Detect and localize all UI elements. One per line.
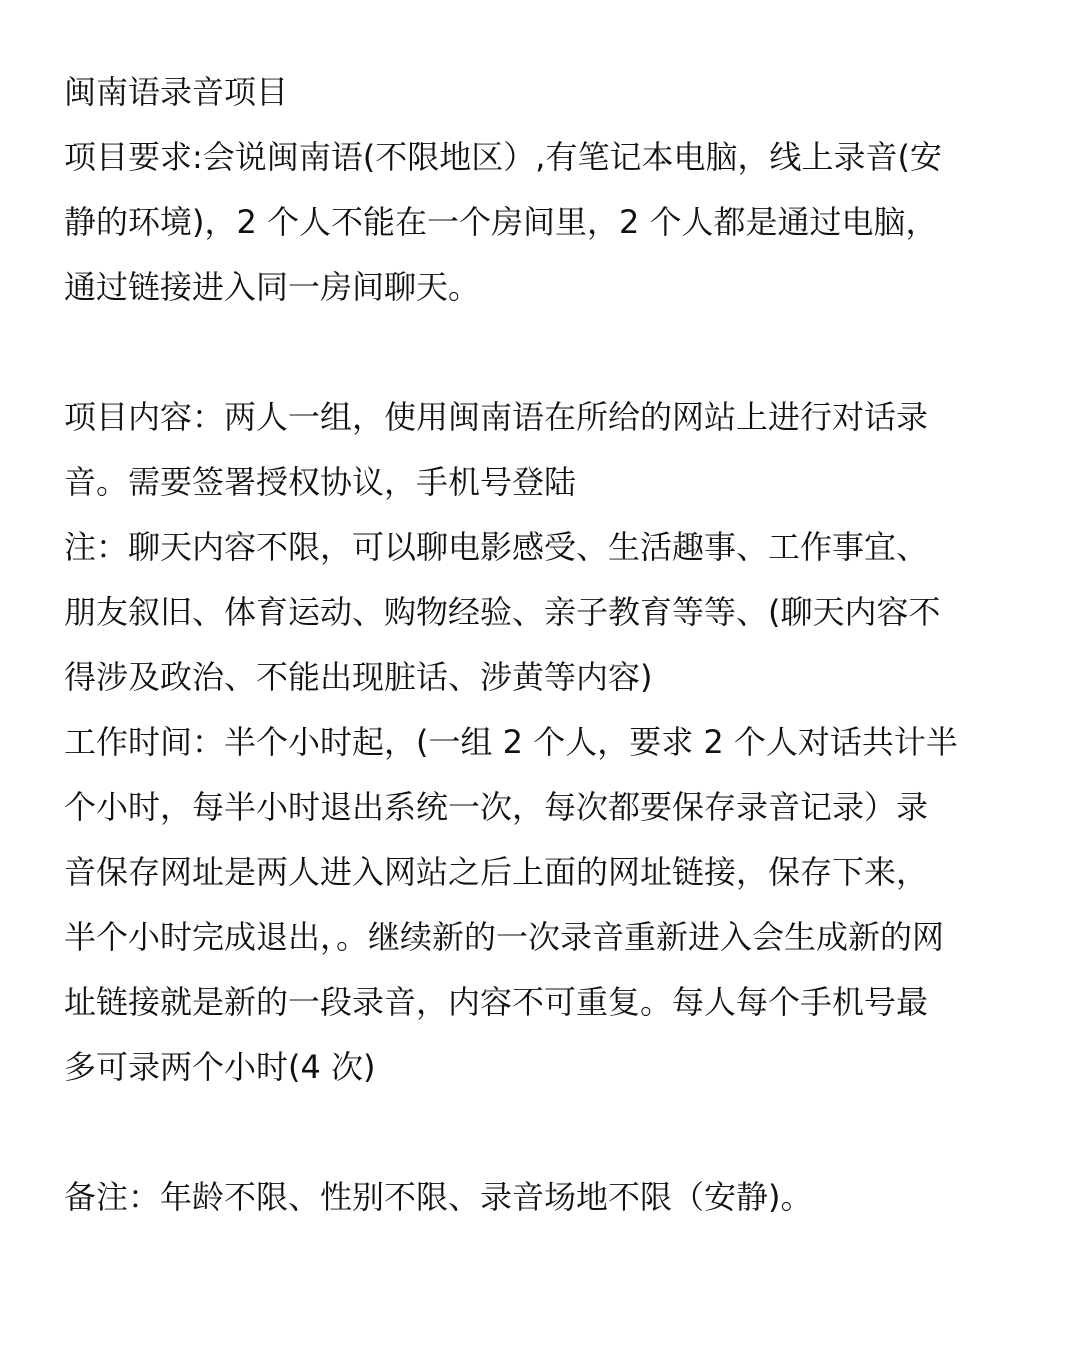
content-line: 音。需要签署授权协议，手机号登陆 [64, 463, 577, 501]
requirements-paragraph [64, 125, 1024, 320]
work-time-line: 个小时，每半小时退出系统一次，每次都要保存录音记录）录 [64, 788, 929, 826]
work-time-line: 半个小时完成退出，。继续新的一次录音重新进入会生成新的网 [64, 918, 945, 956]
document-title: 闽南语录音项目 [64, 73, 289, 111]
paragraph-spacer [64, 1100, 1024, 1165]
remark-line: 备注：年龄不限、性别不限、录音场地不限（安静)。 [64, 1178, 813, 1216]
requirements-line: 通过链接进入同一房间聊天。 [64, 268, 481, 306]
requirements-line: 项目要求:会说闽南语(不限地区）,有笔记本电脑，线上录音(安 [64, 138, 942, 176]
work-time-line: 音保存网址是两人进入网站之后上面的网址链接，保存下来， [64, 853, 929, 891]
note-paragraph [64, 515, 1024, 710]
content-line: 项目内容：两人一组，使用闽南语在所给的网站上进行对话录 [64, 398, 929, 436]
work-time-line: 工作时间：半个小时起，(一组 2 个人，要求 2 个人对话共计半 [64, 723, 958, 761]
work-time-line: 多可录两个小时(4 次) [64, 1048, 376, 1086]
work-time-line: 址链接就是新的一段录音，内容不可重复。每人每个手机号最 [64, 983, 929, 1021]
document-body [64, 60, 1024, 1230]
note-line: 得涉及政治、不能出现脏话、涉黄等内容) [64, 658, 653, 696]
work-time-paragraph [64, 710, 1024, 1100]
content-paragraph [64, 385, 1024, 515]
requirements-line: 静的环境)，2 个人不能在一个房间里，2 个人都是通过电脑， [64, 203, 938, 241]
note-line: 朋友叙旧、体育运动、购物经验、亲子教育等等、(聊天内容不 [64, 593, 941, 631]
note-line: 注：聊天内容不限，可以聊电影感受、生活趣事、工作事宜、 [64, 528, 929, 566]
paragraph-spacer [64, 320, 1024, 385]
